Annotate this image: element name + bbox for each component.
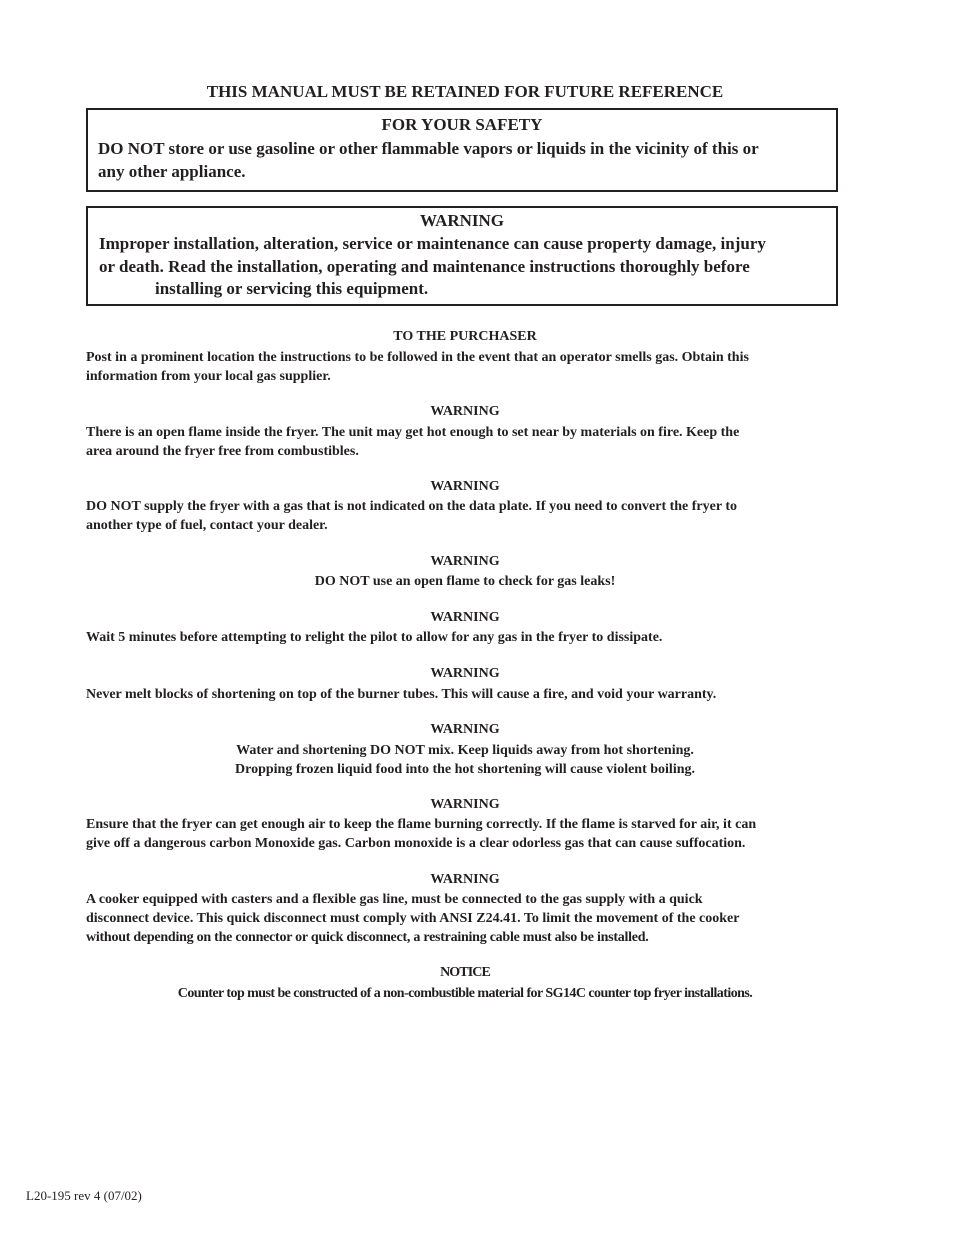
- gas-type-text: [86, 497, 846, 535]
- casters-line3: without depending on the connector or quick disconnect, a restraining cable must also be installed.: [86, 930, 649, 945]
- water-line2: Dropping frozen liquid food into the hot shortening will cause violent boiling.: [235, 762, 695, 777]
- safety-text-line1: DO NOT store or use gasoline or other flammable vapors or liquids in the vicinity of this or: [98, 139, 759, 158]
- casters-heading: WARNING: [430, 872, 500, 887]
- warning-box-line2: or death. Read the installation, operating and maintenance instructions thoroughly before: [99, 256, 750, 276]
- safety-heading: FOR YOUR SAFETY: [381, 115, 543, 134]
- purchaser-line1: Post in a prominent location the instructions to be followed in the event that an operator smells gas. Obtain this: [86, 350, 749, 365]
- gas-type-line1: DO NOT supply the fryer with a gas that is not indicated on the data plate. If you need to convert the fryer to: [86, 499, 737, 514]
- safety-text-line2: any other appliance.: [98, 161, 246, 181]
- document-code: L20-195 rev 4 (07/02): [26, 1188, 142, 1203]
- relight-text: Wait 5 minutes before attempting to relight the pilot to allow for any gas in the fryer to dissipate.: [86, 630, 663, 645]
- warning-box: [86, 206, 838, 306]
- leaks-text: DO NOT use an open flame to check for gas leaks!: [314, 574, 616, 589]
- open-flame-text: [86, 423, 846, 461]
- retain-manual-notice: THIS MANUAL MUST BE RETAINED FOR FUTURE REFERENCE: [206, 82, 724, 101]
- water-text: [0, 741, 930, 779]
- shortening-blocks-text: Never melt blocks of shortening on top of the burner tubes. This will cause a fire, and void your warranty.: [86, 687, 717, 702]
- open-flame-line2: area around the fryer free from combustibles.: [86, 444, 359, 459]
- relight-heading: WARNING: [430, 610, 500, 625]
- shortening-blocks-heading: WARNING: [430, 666, 500, 681]
- notice-text: Counter top must be constructed of a non-combustible material for SG14C counter top fryer installations.: [177, 986, 753, 1001]
- gas-type-line2: another type of fuel, contact your dealer.: [86, 518, 328, 533]
- gas-type-heading: WARNING: [430, 479, 500, 494]
- air-line1: Ensure that the fryer can get enough air to keep the flame burning correctly. If the flame is starved for air, it can: [86, 817, 757, 832]
- casters-text: [86, 890, 846, 947]
- leaks-heading: WARNING: [430, 554, 500, 569]
- open-flame-line1: There is an open flame inside the fryer. The unit may get hot enough to set near by materials on fire. Keep the: [86, 425, 740, 440]
- purchaser-text: [86, 348, 846, 386]
- safety-box: [86, 108, 838, 192]
- water-heading: WARNING: [430, 722, 500, 737]
- casters-line2: disconnect device. This quick disconnect must comply with ANSI Z24.41. To limit the movement of the cooker: [86, 911, 740, 926]
- air-line2: give off a dangerous carbon Monoxide gas. Carbon monoxide is a clear odorless gas that can cause suffocation.: [86, 836, 746, 851]
- air-text: [86, 815, 856, 853]
- warning-box-line3: installing or servicing this equipment.: [155, 279, 429, 298]
- casters-line1: A cooker equipped with casters and a flexible gas line, must be connected to the gas supply with a quick: [86, 892, 703, 907]
- air-heading: WARNING: [430, 797, 500, 812]
- warning-box-heading: WARNING: [419, 211, 505, 230]
- warning-box-line1: Improper installation, alteration, service or maintenance can cause property damage, injury: [99, 234, 766, 253]
- open-flame-heading: WARNING: [430, 404, 500, 419]
- notice-heading: NOTICE: [440, 965, 490, 980]
- purchaser-heading: TO THE PURCHASER: [393, 329, 537, 344]
- purchaser-line2: information from your local gas supplier.: [86, 369, 331, 384]
- water-line1: Water and shortening DO NOT mix. Keep liquids away from hot shortening.: [236, 743, 694, 758]
